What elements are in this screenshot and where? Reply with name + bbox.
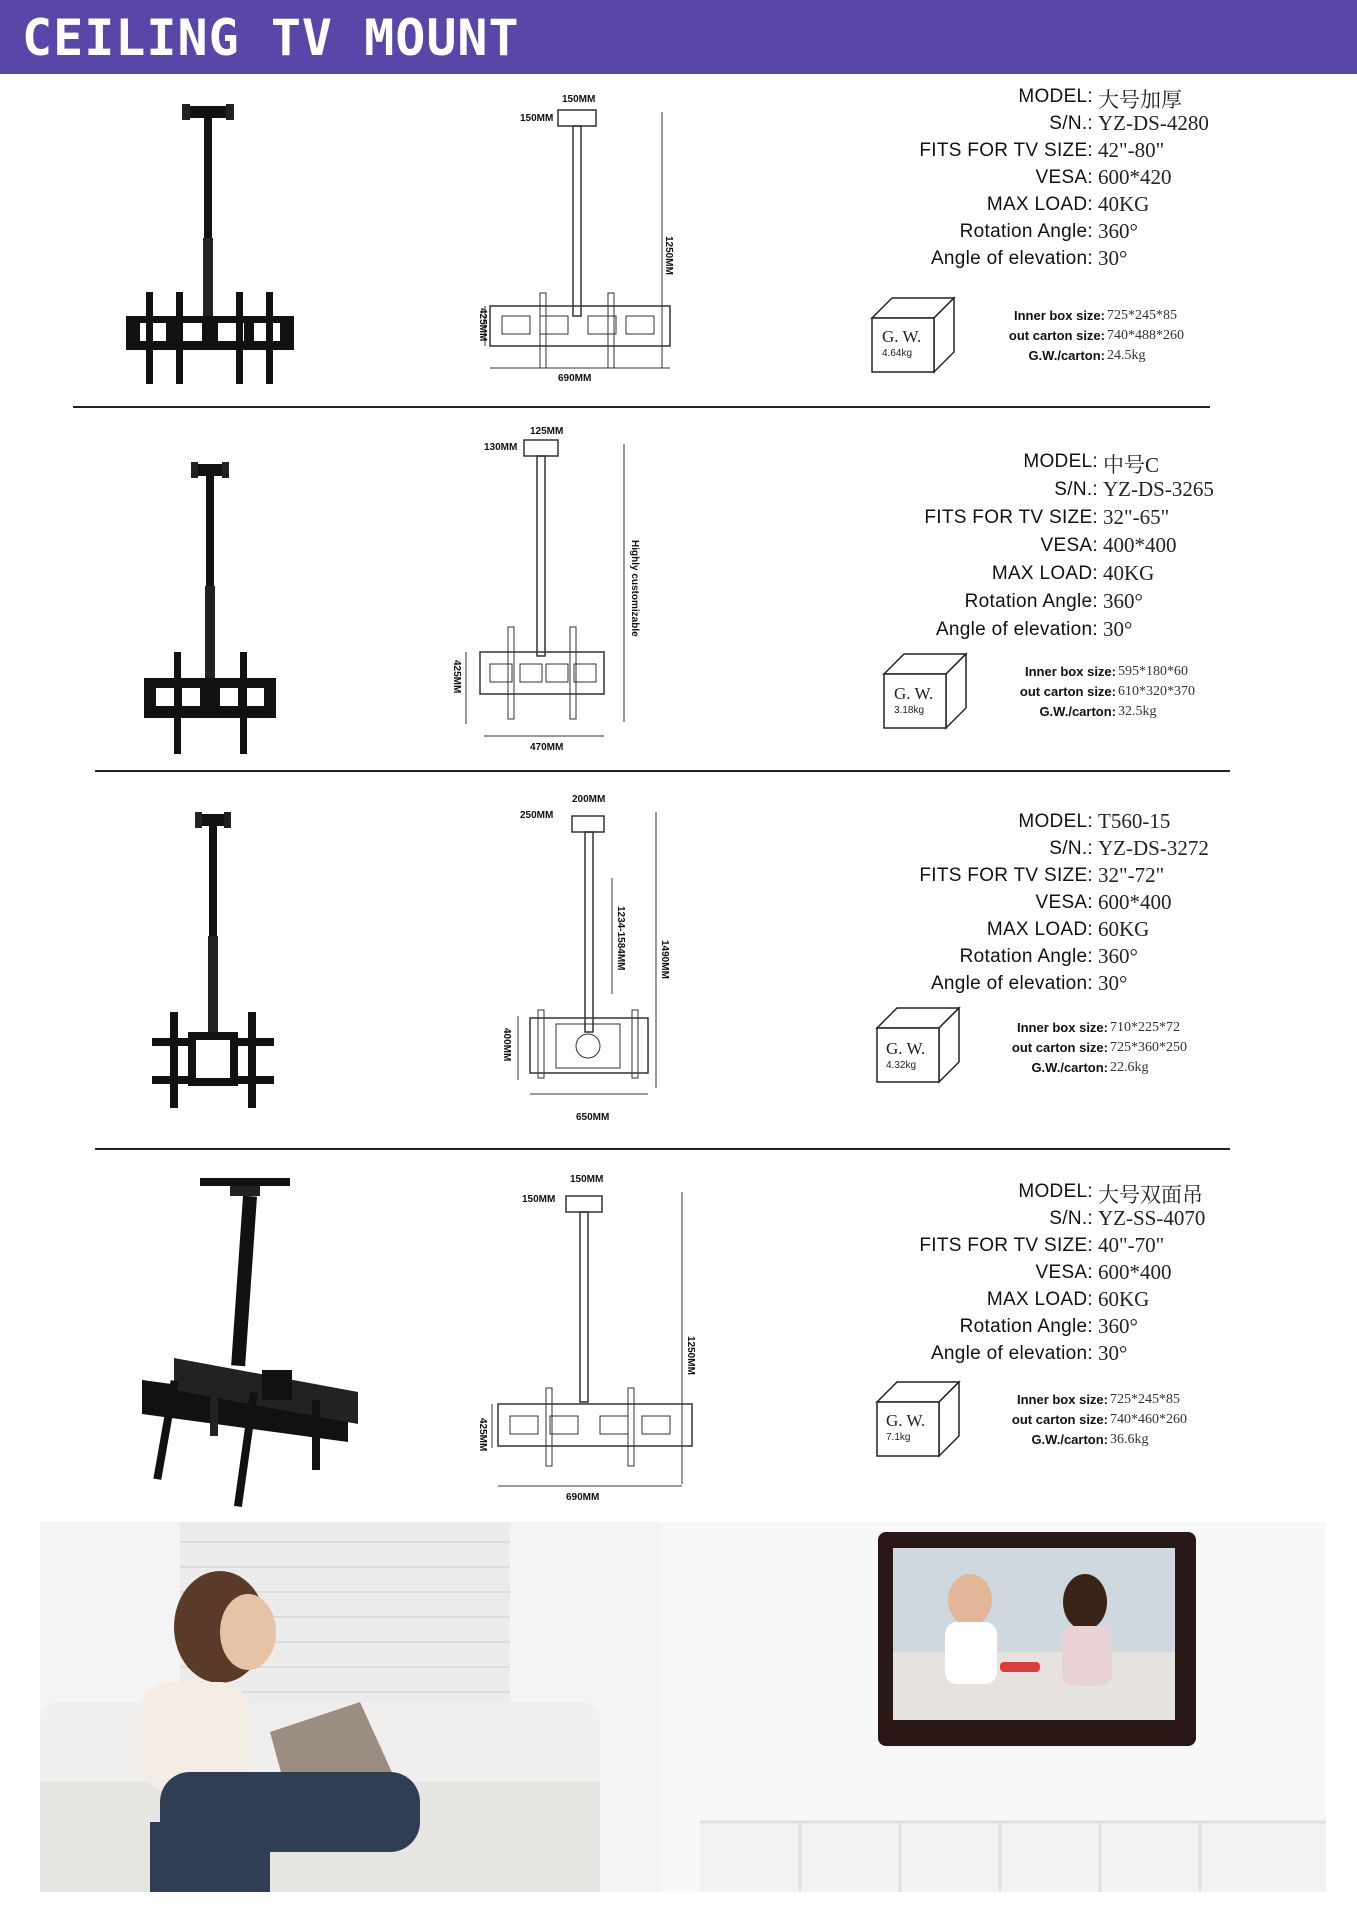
spec-model: MODEL: 大号加厚	[1018, 86, 1182, 112]
spec-tv-size: FITS FOR TV SIZE: 32"-65"	[924, 505, 1170, 529]
spec-vesa: VESA: 400*400	[1040, 533, 1177, 557]
gw-label-3: G. W.	[886, 1039, 926, 1058]
spec-elevation: Angle of elevation: 30°	[930, 971, 1128, 995]
spec-sn: S/N.: YZ-SS-4070	[1049, 1206, 1206, 1230]
dim-side-3: 250MM	[520, 810, 554, 821]
dimension-drawing-2	[446, 422, 656, 757]
dim-height-2: Highly customizable	[629, 540, 640, 637]
dim-width-1: 690MM	[558, 373, 592, 384]
dim-height-1: 1250MM	[663, 236, 674, 275]
product-photo-2	[136, 462, 286, 762]
spec-rotation: Rotation Angle: 360°	[959, 1314, 1138, 1338]
outer-carton-row: out carton size: 610*320*370	[1019, 684, 1195, 699]
outer-carton-row: out carton size: 740*488*260	[1008, 328, 1184, 343]
dimension-drawing-1	[470, 88, 700, 388]
section-divider	[73, 406, 1210, 408]
dim-height-4: 1250MM	[685, 1336, 696, 1375]
spec-sn: S/N.: YZ-DS-3272	[1049, 836, 1209, 860]
inner-box-row: Inner box size: 725*245*85	[1013, 308, 1177, 323]
spec-max-load: MAX LOAD: 60KG	[986, 917, 1150, 941]
dim-left-1: 425MM	[477, 308, 488, 342]
inner-box-row: Inner box size: 710*225*72	[1016, 1020, 1180, 1035]
dim-height-3: 1490MM	[659, 940, 670, 979]
section-divider	[95, 1148, 1230, 1150]
dim-width-2: 470MM	[530, 742, 564, 753]
spec-max-load: MAX LOAD: 40KG	[991, 561, 1155, 585]
carton-weight-row: G.W./carton: 24.5kg	[1028, 348, 1146, 363]
spec-tv-size: FITS FOR TV SIZE: 40"-70"	[919, 1233, 1165, 1257]
product-photo-3	[148, 812, 278, 1112]
dim-top-4: 150MM	[570, 1174, 604, 1185]
dim-side-4: 150MM	[522, 1194, 556, 1205]
gw-weight-3: 4.32kg	[886, 1060, 917, 1071]
inner-box-row: Inner box size: 725*245*85	[1016, 1392, 1180, 1407]
spec-sn: S/N.: YZ-DS-4280	[1049, 111, 1209, 135]
gw-weight-2: 3.18kg	[894, 705, 925, 716]
dimension-drawing-4	[470, 1168, 710, 1508]
spec-elevation: Angle of elevation: 30°	[930, 246, 1128, 270]
carton-weight-row: G.W./carton: 36.6kg	[1031, 1432, 1149, 1447]
outer-carton-row: out carton size: 725*360*250	[1011, 1040, 1187, 1055]
spec-model: MODEL: 中号C	[1023, 451, 1160, 477]
spec-rotation: Rotation Angle: 360°	[959, 219, 1138, 243]
spec-model: MODEL: 大号双面吊	[1018, 1181, 1203, 1207]
outer-carton-row: out carton size: 740*460*260	[1011, 1412, 1187, 1427]
spec-model: MODEL: T560-15	[1018, 809, 1171, 833]
spec-tv-size: FITS FOR TV SIZE: 32"-72"	[919, 863, 1165, 887]
page-title: CEILING TV MOUNT	[22, 9, 520, 67]
inner-box-row: Inner box size: 595*180*60	[1024, 664, 1188, 679]
product-photo-4	[122, 1172, 362, 1517]
lifestyle-photo	[40, 1522, 1326, 1892]
living-room-illustration	[40, 1522, 1326, 1892]
gw-weight-1: 4.64kg	[882, 348, 913, 359]
gw-weight-4: 7.1kg	[886, 1432, 911, 1443]
spec-elevation: Angle of elevation: 30°	[935, 617, 1133, 641]
dim-top-1: 150MM	[562, 94, 596, 105]
dim-top-2: 125MM	[530, 426, 564, 437]
dim-left-2: 425MM	[451, 660, 462, 694]
gw-label-1: G. W.	[882, 327, 922, 346]
dim-left-4: 425MM	[477, 1418, 488, 1452]
spec-max-load: MAX LOAD: 40KG	[986, 192, 1150, 216]
spec-rotation: Rotation Angle: 360°	[964, 589, 1143, 613]
spec-max-load: MAX LOAD: 60KG	[986, 1287, 1150, 1311]
dim-left-3: 400MM	[501, 1028, 512, 1062]
dimension-drawing-3	[490, 788, 700, 1128]
spec-vesa: VESA: 600*400	[1035, 890, 1172, 914]
product-photo-1	[120, 100, 300, 390]
section-divider	[95, 770, 1230, 772]
dim-width-4: 690MM	[566, 1492, 600, 1503]
carton-weight-row: G.W./carton: 22.6kg	[1031, 1060, 1149, 1075]
spec-rotation: Rotation Angle: 360°	[959, 944, 1138, 968]
carton-weight-row: G.W./carton: 32.5kg	[1039, 704, 1157, 719]
gw-label-4: G. W.	[886, 1411, 926, 1430]
header-bar	[0, 0, 1357, 74]
gw-label-2: G. W.	[894, 684, 934, 703]
spec-sn: S/N.: YZ-DS-3265	[1054, 477, 1214, 501]
dim-side-2: 130MM	[484, 442, 518, 453]
dim-top-3: 200MM	[572, 794, 606, 805]
spec-elevation: Angle of elevation: 30°	[930, 1341, 1128, 1365]
dim-side-1: 150MM	[520, 113, 554, 124]
spec-vesa: VESA: 600*400	[1035, 1260, 1172, 1284]
spec-tv-size: FITS FOR TV SIZE: 42"-80"	[919, 138, 1165, 162]
spec-vesa: VESA: 600*420	[1035, 165, 1172, 189]
dim-pole-3: 1234-1584MM	[615, 906, 626, 971]
dim-width-3: 650MM	[576, 1112, 610, 1123]
